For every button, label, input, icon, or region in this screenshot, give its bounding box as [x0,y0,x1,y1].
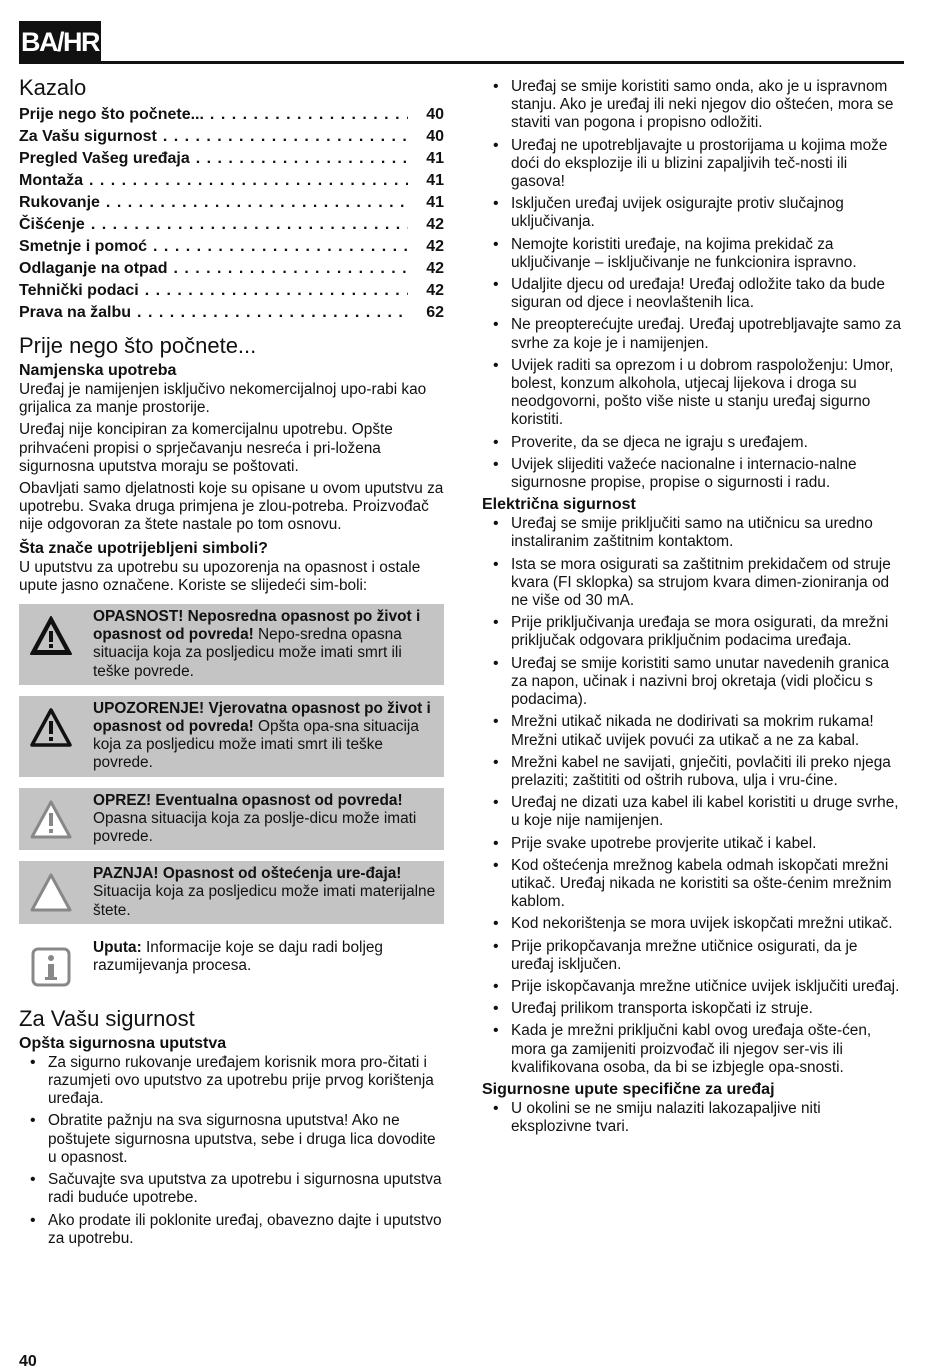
toc-page: 42 [426,260,444,277]
list-item: • Sačuvajte sva uputstva za upotrebu i sigurnosna uputstva radi buduće upotrebe. [19,1171,444,1207]
notice-text: Opasna situacija koja za poslje-dicu može imati povrede. [93,809,417,846]
list-item: • Mrežni kabel ne savijati, gnječiti, povlačiti ili preko njega prelaziti; zaštititi od oštrih rubova, ulja i vru-ćine. [482,754,904,790]
language-tab: BA/HR [19,21,101,64]
subheading-device-safety: Sigurnosne upute specifične za uređaj [482,1080,775,1098]
list-item: • Ako prodate ili poklonite uređaj, obavezno dajte i uputstvo za upotrebu. [19,1212,444,1248]
toc-row[interactable] [19,148,444,170]
toc-page: 41 [426,150,444,167]
toc-label: Montaža [19,172,83,189]
toc-row[interactable] [19,236,444,258]
list-item: • Uređaj se smije koristiti samo onda, ako je u ispravnom stanju. Ako je uređaj ili neki njegov dio oštećen, mora se staviti van pogona i propisno odložiti. [482,78,904,133]
notice-text: Opšta opa-sna situacija koja za posljedicu može imati smrt ili teške povrede. [93,718,419,772]
toc-row[interactable] [19,104,444,126]
list-item: • Uređaj se smije koristiti samo unutar navedenih granica za napon, učinak i nazivni broj okretaja (vidi pločicu s podacima). [482,655,904,710]
subheading-general-safety: Opšta sigurnosna uputstva [19,1034,227,1052]
notice-info [19,935,444,993]
list-item: • Ne preopterećujte uređaj. Uređaj upotrebljavajte samo za svrhe za koje je i namijenjen. [482,316,904,352]
toc-label: Tehnički podaci [19,282,139,299]
subheading-electrical-safety: Električna sigurnost [482,496,636,514]
notice-heading: PAZNJA! Opasnost od oštećenja ure-đaja! [93,865,402,883]
toc-page: 41 [426,194,444,211]
notice-danger [19,604,444,685]
list-item: • Uređaj se smije priključiti samo na utičnicu sa uredno instaliranim zaštitnim kontaktom. [482,515,904,551]
list-item: • Uređaj prilikom transporta iskopčati iz struje. [482,1000,904,1018]
list-item: • Kod oštećenja mrežnog kabela odmah iskopčati mrežni utikač. Uređaj nikada ne koristiti sa ošte-ćenim mrežnim kablom. [482,857,904,912]
list-item: • Uvijek raditi sa oprezom i u dobrom raspoloženju: Umor, bolest, konzum alkohola, utjecaj lijekova i droga su neodgovorni, pošto više niste u stanju uređaj sigurno koristiti. [482,357,904,430]
subheading-intended-use: Namjenska upotreba [19,362,177,379]
toc-label: Prije nego što počnete... [19,106,204,123]
general-safety-list-continued [482,78,904,492]
notice-heading: OPASNOST! Neposredna opasnost po život i opasnost od povreda! [93,608,421,644]
notice-heading: OPREZ! Eventualna opasnost od povreda! [93,791,403,809]
toc-title: Kazalo [19,75,87,100]
notice-warning [19,696,444,777]
toc-row[interactable] [19,126,444,148]
section-title-before: Prije nego što počnete... [19,333,257,358]
notice-heading: UPOZORENJE! Vjerovatna opasnost po život i opasnost od povreda! [93,699,431,736]
header-rule [19,61,904,64]
left-column [19,76,444,1252]
warning-triangle-icon [29,706,73,750]
list-item: • Uređaj ne dizati uza kabel ili kabel koristiti u druge svrhe, u koje nije namijenjen. [482,794,904,830]
toc-row[interactable] [19,192,444,214]
page-number: 40 [19,1353,37,1370]
list-item: • Prije priključivanja uređaja se mora osigurati, da mrežni priključak odgovara priključnim podacima uređaja. [482,614,904,650]
toc-page: 41 [426,172,444,189]
device-safety-list [482,1100,904,1136]
table-of-contents [19,104,444,324]
list-item: • Nemojte koristiti uređaje, na kojima prekidač za uključivanje – isključivanje ne funkcionira ispravno. [482,236,904,272]
list-item: • Obratite pažnju na sva sigurnosna uputstva! Ako ne poštujete sigurnosna uputstva, sebe i druga lica dovodite u opasnost. [19,1112,444,1167]
toc-label: Čišćenje [19,216,85,233]
right-column [482,78,904,1140]
list-item: • Isključen uređaj uvijek osigurajte protiv slučajnog uključivanja. [482,195,904,231]
list-item: • Udaljite djecu od uređaja! Uređaj odložite tako da bude siguran od djece i neovlaštenih lica. [482,276,904,312]
list-item: • Proverite, da se djeca ne igraju s uređajem. [482,434,904,452]
caution-triangle-icon [29,798,73,842]
list-item: • Prije prikopčavanja mrežne utičnice osigurati, da je uređaj isključen. [482,938,904,974]
list-item: • Uvijek slijediti važeće nacionalne i internacio-nalne sigurnosne propise, propise o sigurnosti i radu. [482,456,904,492]
toc-page: 40 [426,106,444,123]
list-item: • Za sigurno rukovanje uređajem korisnik mora pro-čitati i razumjeti ovo uputstvo za upotrebu prije prvog korištenja uređaja. [19,1054,444,1109]
paragraph: Uređaj je namijenjen isključivo nekomercijalnoj upo-rabi kao grijalica za manje prostorije. [19,381,427,417]
list-item: • U okolini se ne smiju nalaziti lakozapaljive niti eksplozivne tvari. [482,1100,904,1136]
paragraph: Uređaj nije koncipiran za komercijalnu upotrebu. Opšte prihvaćeni propisi o sprječavanju nesreća i pri-ložena sigurnosna uputstva moraju se poštovati. [19,421,393,475]
subheading-symbols: Šta znače upotrijebljeni simboli? [19,539,268,557]
toc-row[interactable] [19,302,444,324]
list-item: • Prije svake upotrebe provjerite utikač i kabel. [482,835,904,853]
notice-text: Situacija koja za posljedicu može imati materijalne štete. [93,883,436,919]
list-item: • Prije iskopčavanja mrežne utičnice uvijek isključiti uređaj. [482,978,904,996]
property-damage-icon [29,871,73,915]
toc-page: 40 [426,128,444,145]
toc-row[interactable] [19,280,444,302]
toc-label: Pregled Vašeg uređaja [19,150,190,167]
paragraph: U uputstvu za upotrebu su upozorenja na opasnost i ostale upute jasno označene. Koriste se slijedeći sim-boli: [19,558,421,594]
list-item: • Mrežni utikač nikada ne dodirivati sa mokrim rukama! Mrežni utikač uvijek povući za utikač a ne za kabal. [482,713,904,749]
list-item: • Uređaj ne upotrebljavajte u prostorijama u kojima može doći do eksplozije ili u blizini zapaljivih teč-nosti ili gasova! [482,137,904,192]
electrical-safety-list [482,515,904,1077]
notice-property-damage [19,861,444,924]
general-safety-list [19,1054,444,1248]
toc-label: Smetnje i pomoć [19,238,148,255]
toc-label: Za Vašu sigurnost [19,128,157,145]
info-icon [29,945,73,989]
notice-caution [19,788,444,851]
paragraph: Obavljati samo djelatnosti koje su opisane u ovom uputstvu za upotrebu. Svaka druga primjena je zlou-potreba. Proizvođač nije odgovoran za štete nastale po tom osnovu. [19,480,444,534]
danger-warning-icon [29,614,73,658]
toc-page: 42 [426,238,444,255]
toc-row[interactable] [19,214,444,236]
list-item: • Kod nekorištenja se mora uvijek iskopčati mrežni utikač. [482,915,904,933]
list-item: • Ista se mora osigurati sa zaštitnim prekidačem od struje kvara (FI sklopka) sa strujom kvara dimen-zioniranja od ne više od 30 mA. [482,556,904,611]
toc-page: 62 [426,304,444,321]
toc-row[interactable] [19,258,444,280]
notice-text: Nepo-sredna opasna situacija koja za posljedicu može imati smrt ili teške povrede. [93,626,402,680]
notice-text: Informacije koje se daju radi boljeg razumijevanja procesa. [93,938,383,975]
notice-heading: Uputa: [93,938,142,956]
toc-label: Prava na žalbu [19,304,132,321]
toc-label: Odlaganje na otpad [19,260,168,277]
section-title-safety: Za Vašu sigurnost [19,1005,195,1031]
toc-page: 42 [426,282,444,299]
toc-page: 42 [426,216,444,233]
list-item: • Kada je mrežni priključni kabl ovog uređaja ošte-ćen, mora ga zamijeniti proizvođač ili njegov ser-vis ili kvalifikovana osoba, da bi se izbjegle opa-snosti. [482,1022,904,1077]
toc-row[interactable] [19,170,444,192]
toc-label: Rukovanje [19,194,100,211]
